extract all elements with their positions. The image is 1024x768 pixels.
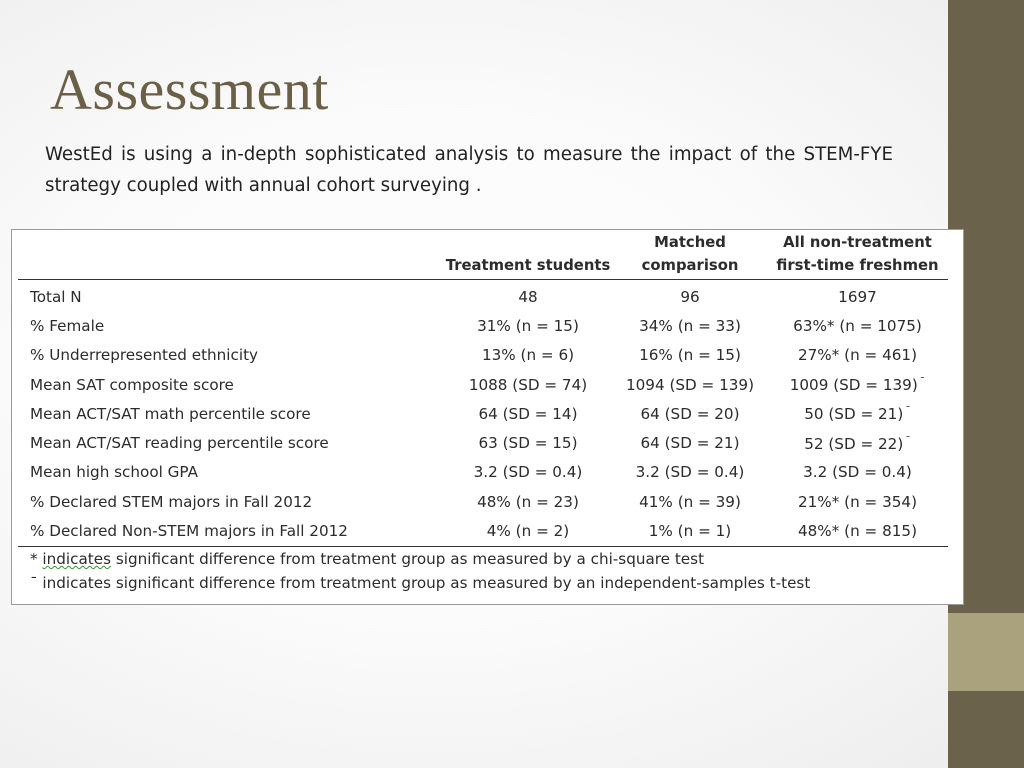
table-row xyxy=(18,370,948,399)
table-row xyxy=(18,399,948,428)
row-label: Total N xyxy=(30,287,82,306)
all-value: 3.2 (SD = 0.4) xyxy=(803,463,912,482)
all-value-cell xyxy=(767,399,948,428)
table-row xyxy=(18,487,948,516)
ttest-mark: ˉ xyxy=(905,433,911,447)
treatment-value: 13% (n = 6) xyxy=(481,346,575,365)
row-label: % Declared STEM majors in Fall 2012 xyxy=(30,492,313,511)
footnote-asterisk: * xyxy=(30,550,38,568)
table-row xyxy=(18,458,948,487)
all-value-cell xyxy=(767,370,948,399)
footnote-chi-square xyxy=(30,547,810,571)
all-value-cell xyxy=(767,428,948,457)
decorative-side-accent xyxy=(948,613,1024,691)
matched-value: 96 xyxy=(680,287,700,306)
treatment-value: 1088 (SD = 74) xyxy=(468,375,588,394)
treatment-value: 48% (n = 23) xyxy=(477,492,579,511)
row-label: % Female xyxy=(30,316,105,335)
treatment-value: 64 (SD = 14) xyxy=(478,404,578,423)
row-label: Mean ACT/SAT math percentile score xyxy=(30,404,311,423)
row-label: Mean high school GPA xyxy=(30,463,199,482)
header-matched: Matched comparison xyxy=(613,230,767,280)
treatment-value: 63 (SD = 15) xyxy=(478,434,578,453)
table-row xyxy=(18,428,948,457)
table-footnotes xyxy=(30,547,810,595)
row-label: % Declared Non-STEM majors in Fall 2012 xyxy=(18,516,443,546)
table-header-row xyxy=(18,230,948,280)
row-label: Mean ACT/SAT reading percentile score xyxy=(30,434,329,453)
header-treatment: Treatment students xyxy=(443,230,613,280)
treatment-value: 4% (n = 2) xyxy=(443,516,613,546)
all-value: 27%* (n = 461) xyxy=(797,346,918,365)
ttest-mark: ˉ xyxy=(905,404,911,418)
table-row xyxy=(18,341,948,370)
treatment-value: 3.2 (SD = 0.4) xyxy=(473,463,583,482)
matched-value: 16% (n = 15) xyxy=(639,346,741,365)
all-value: 1697 xyxy=(838,287,877,306)
intro-paragraph: WestEd is using a in-depth sophisticated analysis to measure the impact of the STEM-FYE strategy coupled with annual cohort surveying . xyxy=(45,144,893,196)
matched-value: 64 (SD = 20) xyxy=(640,404,740,423)
treatment-value: 48 xyxy=(518,287,538,306)
all-value: 50 (SD = 21) xyxy=(804,405,904,424)
footnote-t-test xyxy=(30,571,810,595)
row-label: Mean SAT composite score xyxy=(30,375,234,394)
header-label-column xyxy=(18,230,443,280)
matched-value: 41% (n = 39) xyxy=(639,492,741,511)
matched-value: 64 (SD = 21) xyxy=(640,434,740,453)
all-value: 1009 (SD = 139) xyxy=(789,376,918,395)
results-table xyxy=(18,230,948,547)
results-table-panel xyxy=(11,229,964,605)
matched-value: 1% (n = 1) xyxy=(613,516,767,546)
footnote-t-text: indicates significant difference from treatment group as measured by an independent-samples t-test xyxy=(37,574,811,592)
footnote-chi-text: significant difference from treatment group as measured by a chi-square test xyxy=(111,550,705,568)
slide-title: Assessment xyxy=(50,57,329,122)
table-row xyxy=(18,280,948,312)
table-row xyxy=(18,516,948,546)
all-value: 21%* (n = 354) xyxy=(797,492,918,511)
treatment-value: 31% (n = 15) xyxy=(477,316,579,335)
all-value: 48%* (n = 815) xyxy=(767,516,948,546)
matched-value: 3.2 (SD = 0.4) xyxy=(635,463,745,482)
footnote-t-mark: ˉ xyxy=(30,574,38,592)
header-all: All non-treatment first-time freshmen xyxy=(767,230,948,280)
ttest-mark: ˉ xyxy=(919,375,926,389)
matched-value: 34% (n = 33) xyxy=(639,316,741,335)
table-row xyxy=(18,311,948,340)
all-value: 63%* (n = 1075) xyxy=(793,316,922,335)
matched-value: 1094 (SD = 139) xyxy=(625,375,755,394)
row-label: % Underrepresented ethnicity xyxy=(30,346,259,365)
footnote-spellcheck-word: indicates xyxy=(42,550,111,568)
all-value: 52 (SD = 22) xyxy=(804,434,904,453)
